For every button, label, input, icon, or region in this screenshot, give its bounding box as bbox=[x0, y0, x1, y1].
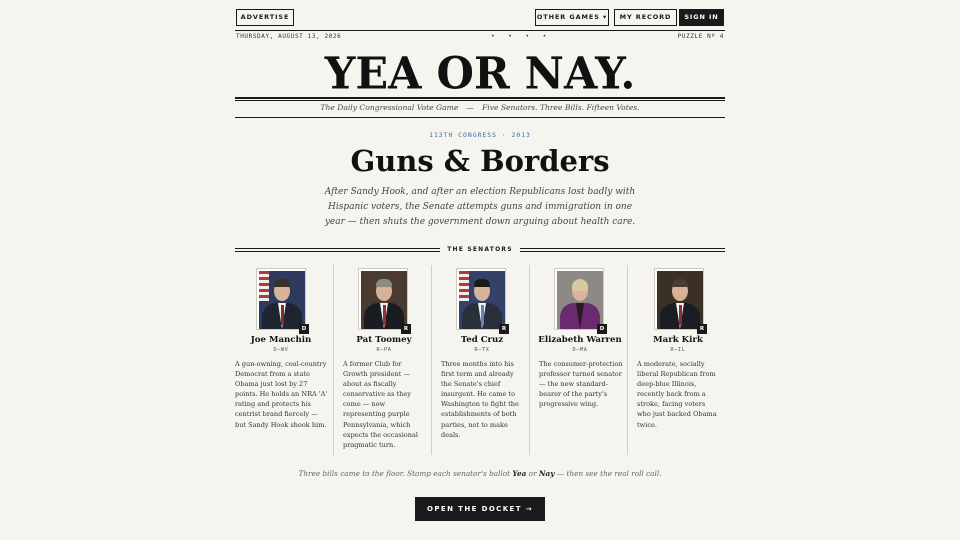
senator-card-toomey[interactable] bbox=[333, 265, 431, 455]
party-badge: R bbox=[401, 324, 411, 334]
masthead-rule-top bbox=[235, 97, 725, 99]
other-games-dropdown[interactable]: OTHER GAMES ▾ bbox=[535, 9, 609, 26]
senator-bio: Three months into his first term and already the Senate's chief insurgent. He came to Washington to fight the establishments of both parties, not to make deals. bbox=[441, 360, 519, 439]
advertise-button[interactable]: ADVERTISE bbox=[236, 9, 294, 26]
senators-section-label: THE SENATORS bbox=[447, 246, 513, 253]
section-rule-right bbox=[520, 248, 725, 252]
senator-portrait bbox=[456, 268, 506, 330]
tagline-separator: — bbox=[466, 103, 474, 112]
my-record-button[interactable]: MY RECORD bbox=[614, 9, 677, 26]
puzzle-number: PUZZLE Nº 4 bbox=[677, 33, 724, 40]
puzzle-intro: After Sandy Hook, and after an election Republicans lost badly with Hispanic voters, the Senate attempts guns and immigration in one year — then shuts the government down arguing about health care. bbox=[324, 187, 636, 227]
senator-bio: A moderate, socially liberal Republican from deep-blue Illinois, recently back from a stroke, facing voters who just backed Obama twice. bbox=[637, 360, 717, 429]
senator-card-manchin[interactable] bbox=[235, 265, 333, 455]
senator-state: R–TX bbox=[474, 347, 490, 353]
masthead-rule-bottom bbox=[235, 100, 725, 101]
senators-section-header bbox=[235, 245, 725, 255]
senator-portrait bbox=[654, 268, 704, 330]
senator-name: Mark Kirk bbox=[653, 335, 703, 345]
senator-name: Pat Toomey bbox=[356, 335, 412, 345]
tagline bbox=[235, 102, 725, 114]
senator-state: R–IL bbox=[670, 347, 686, 353]
instructions bbox=[235, 469, 725, 478]
top-bar bbox=[235, 9, 725, 26]
instructions-suffix: — then see the real roll call. bbox=[554, 469, 662, 478]
progress-dots: • • • • bbox=[491, 33, 552, 40]
dateline bbox=[235, 30, 725, 42]
tagline-left: The Daily Congressional Vote Game bbox=[320, 103, 459, 112]
section-rule-left bbox=[235, 248, 440, 252]
congress-label: 113TH CONGRESS · 2013 bbox=[429, 131, 531, 139]
open-docket-button[interactable]: OPEN THE DOCKET → bbox=[415, 497, 545, 521]
tagline-rule bbox=[235, 117, 725, 118]
senator-bio: A former Club for Growth president — about as fiscally conservative as they come — now representing purple Pennsylvania, which expects the occasional pragmatic turn. bbox=[343, 360, 418, 449]
senator-state: D–WV bbox=[273, 347, 289, 353]
party-badge: D bbox=[597, 324, 607, 334]
tagline-right: Five Senators. Three Bills. Fifteen Votes. bbox=[481, 103, 640, 112]
senator-portrait bbox=[256, 268, 306, 330]
senator-name: Ted Cruz bbox=[460, 335, 504, 345]
senator-name: Joe Manchin bbox=[250, 335, 312, 345]
senators-grid bbox=[235, 265, 725, 455]
party-badge: R bbox=[697, 324, 707, 334]
masthead-title: YEA OR NAY. bbox=[324, 48, 636, 100]
puzzle-title: Guns & Borders bbox=[350, 144, 610, 178]
sign-in-button[interactable]: SIGN IN bbox=[679, 9, 724, 26]
senator-bio: The consumer-protection professor turned senator — the new standard-bearer of the party's progressive wing. bbox=[539, 360, 623, 409]
senator-card-cruz[interactable] bbox=[431, 265, 529, 455]
senator-portrait bbox=[554, 268, 604, 330]
senator-portrait bbox=[358, 268, 408, 330]
instructions-prefix: Three bills came to the floor. Stamp each senator's ballot bbox=[298, 469, 513, 478]
party-badge: R bbox=[499, 324, 509, 334]
instructions-or: or bbox=[526, 469, 539, 478]
senator-state: R–PA bbox=[376, 347, 392, 353]
senator-name: Elizabeth Warren bbox=[538, 335, 622, 345]
date-text: THURSDAY, AUGUST 13, 2026 bbox=[236, 33, 342, 40]
instructions-yea: Yea bbox=[512, 469, 527, 478]
senator-state: D–MA bbox=[572, 347, 588, 353]
senator-card-kirk[interactable] bbox=[627, 265, 725, 455]
senator-card-warren[interactable] bbox=[529, 265, 627, 455]
instructions-nay: Nay bbox=[538, 469, 555, 478]
party-badge: D bbox=[299, 324, 309, 334]
senator-bio: A gun-owning, coal-country Democrat from a state Obama just lost by 27 points. He holds an NRA 'A' rating and protects his centrist brand fiercely — but Sandy Hook shook him. bbox=[235, 360, 328, 429]
